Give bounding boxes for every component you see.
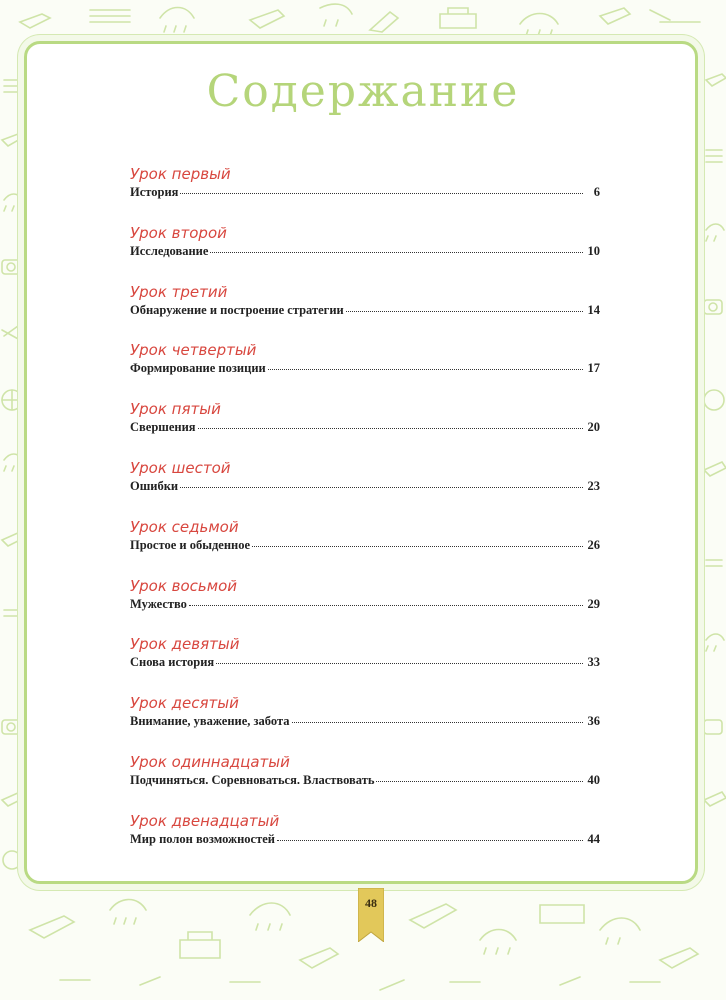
dot-leader (210, 252, 583, 253)
page-number: 40 (587, 772, 600, 787)
dot-leader (376, 781, 583, 782)
airplane-icon (20, 14, 50, 28)
chapter-title: Формирование позиции (130, 361, 266, 376)
toc-entry[interactable] (130, 633, 606, 692)
toc-entry[interactable] (130, 575, 606, 634)
page-number: 36 (587, 714, 600, 729)
page-number: 17 (587, 361, 600, 376)
lesson-label: Урок седьмой (130, 517, 239, 536)
table-of-contents (130, 163, 606, 869)
lesson-label: Урок одиннадцатый (130, 752, 290, 771)
dot-leader (277, 840, 583, 841)
airplane-icon (370, 12, 398, 32)
chapter-title: Обнаружение и построение стратегии (130, 302, 344, 317)
page-number: 20 (587, 420, 600, 435)
page-number: 26 (587, 537, 600, 552)
chapter-title: Мужество (130, 596, 187, 611)
lesson-label: Урок четвертый (130, 341, 257, 360)
toc-entry[interactable] (130, 398, 606, 457)
dot-leader (180, 193, 583, 194)
toc-entry[interactable] (130, 810, 606, 869)
page-number: 10 (587, 243, 600, 258)
page-number-tab (358, 888, 384, 942)
dot-leader (189, 605, 583, 606)
lesson-label: Урок третий (130, 282, 228, 301)
chapter-title: Простое и обыденное (130, 537, 251, 552)
chapter-title: Свершения (130, 420, 196, 435)
dot-leader (198, 428, 583, 429)
page-number: 33 (587, 655, 600, 670)
lesson-label: Урок пятый (130, 400, 221, 419)
toc-entry[interactable] (130, 163, 606, 222)
dot-leader (292, 722, 583, 723)
page-number: 44 (587, 831, 600, 846)
dot-leader (180, 487, 583, 488)
chapter-title: История (130, 185, 179, 199)
chapter-title: Подчиняться. Соревноваться. Властвовать (130, 772, 375, 787)
toc-entry[interactable] (130, 751, 606, 810)
toc-entry[interactable] (130, 457, 606, 516)
lesson-label: Урок второй (130, 223, 227, 242)
lesson-label: Урок десятый (130, 694, 239, 713)
page-title: Содержание (206, 66, 520, 117)
airplane-icon (410, 904, 456, 928)
dot-leader (216, 663, 583, 664)
toc-entry[interactable] (130, 516, 606, 575)
chapter-title: Внимание, уважение, забота (130, 714, 290, 729)
toc-entry[interactable] (130, 281, 606, 340)
dot-leader (268, 369, 583, 370)
lesson-label: Урок девятый (130, 635, 240, 654)
lesson-label: Урок первый (130, 165, 231, 183)
page-number: 14 (587, 302, 600, 317)
airplane-icon (30, 916, 74, 938)
chapter-title: Снова история (130, 655, 215, 670)
chapter-title: Ошибки (130, 478, 179, 493)
chapter-title: Исследование (130, 243, 209, 258)
page-number: 29 (587, 596, 600, 611)
page-number: 6 (593, 185, 600, 199)
page-number-label: 48 (365, 896, 377, 910)
page-number: 23 (587, 478, 600, 493)
lesson-label: Урок двенадцатый (130, 811, 280, 830)
toc-entry[interactable] (130, 222, 606, 281)
dot-leader (252, 546, 583, 547)
lesson-label: Урок восьмой (130, 576, 238, 595)
toc-entry[interactable] (130, 339, 606, 398)
dot-leader (346, 311, 583, 312)
chapter-title: Мир полон возможностей (130, 831, 275, 846)
lesson-label: Урок шестой (130, 458, 231, 477)
toc-entry[interactable] (130, 692, 606, 751)
